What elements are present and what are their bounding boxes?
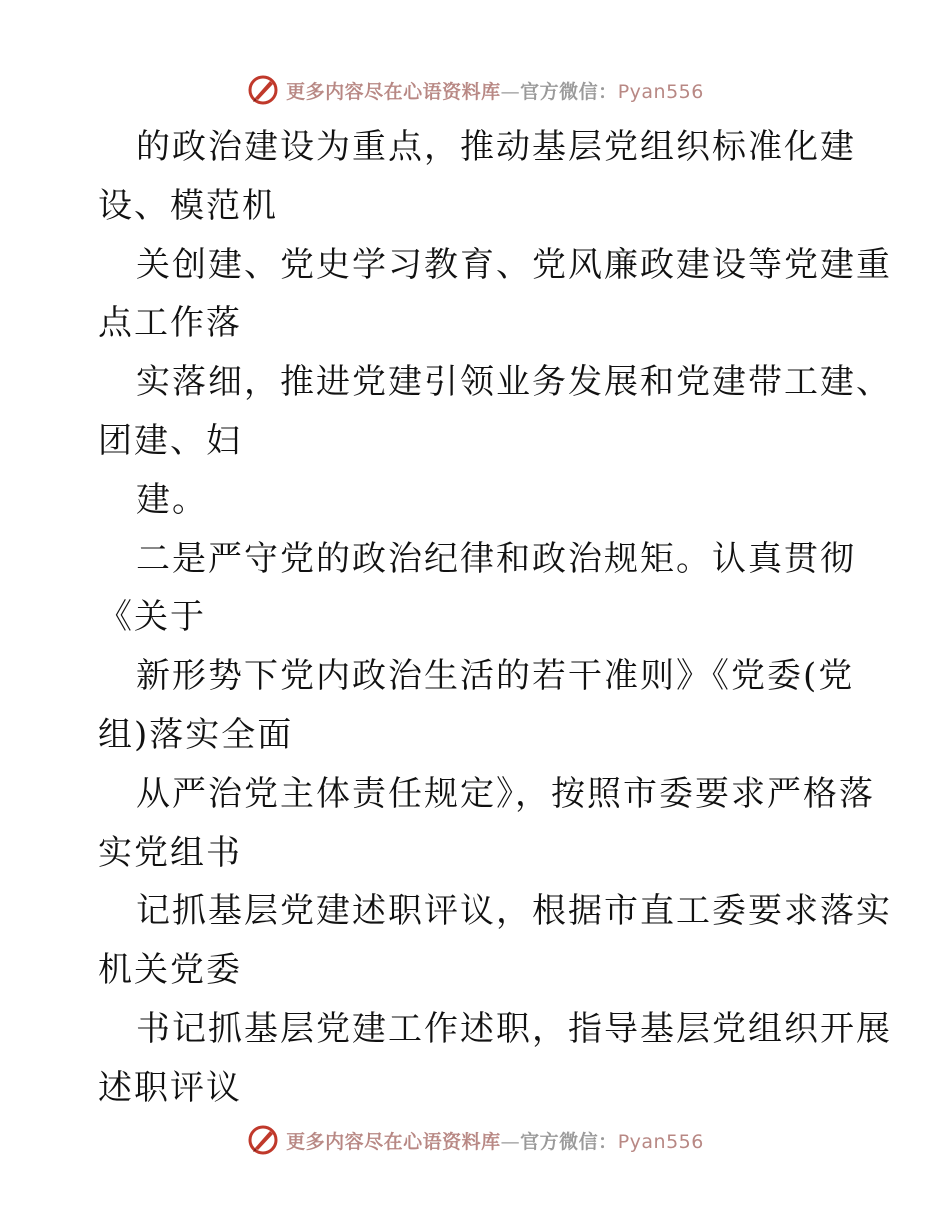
document-body xyxy=(98,118,892,1118)
body-line: 实落细，推进党建引领业务发展和党建带工建、 xyxy=(136,362,892,403)
body-line: 机关党委 xyxy=(98,950,242,991)
body-line: 团建、妇 xyxy=(98,420,242,461)
body-line: 实党组书 xyxy=(98,832,242,873)
quill-logo-icon xyxy=(246,73,280,107)
header-banner-text xyxy=(286,77,704,104)
footer-banner-text xyxy=(286,1127,704,1154)
body-line: 述职评议 xyxy=(98,1067,242,1108)
banner-official-label: 官方微信： xyxy=(520,1130,618,1153)
body-line: 二是严守党的政治纪律和政治规矩。认真贯彻 xyxy=(136,538,856,579)
body-line: 记抓基层党建述职评议，根据市直工委要求落实 xyxy=(136,891,892,932)
body-line: 书记抓基层党建工作述职，指导基层党组织开展 xyxy=(136,1008,892,1049)
banner-brand: 更多内容尽在心语资料库 xyxy=(286,1130,501,1153)
body-line: 点工作落 xyxy=(98,303,242,344)
footer-banner xyxy=(0,1120,950,1160)
body-line: 设、模范机 xyxy=(98,185,278,226)
banner-official-label: 官方微信： xyxy=(520,80,618,103)
banner-dash: — xyxy=(500,1130,521,1153)
header-banner xyxy=(0,70,950,110)
body-line: 关创建、党史学习教育、党风廉政建设等党建重 xyxy=(136,244,892,285)
body-line: 《关于 xyxy=(98,597,206,638)
body-line: 从严治党主体责任规定》，按照市委要求严格落 xyxy=(136,773,875,814)
body-line: 新形势下党内政治生活的若干准则》《党委(党 xyxy=(136,656,855,697)
body-line: 建。 xyxy=(136,479,208,520)
body-line: 的政治建设为重点，推动基层党组织标准化建 xyxy=(136,127,856,167)
quill-logo-icon xyxy=(246,1123,280,1157)
banner-wechat-id: Pyan556 xyxy=(617,80,704,103)
banner-wechat-id: Pyan556 xyxy=(617,1130,704,1153)
banner-dash: — xyxy=(500,80,521,103)
body-line: 组)落实全面 xyxy=(98,714,294,755)
banner-brand: 更多内容尽在心语资料库 xyxy=(286,80,501,103)
